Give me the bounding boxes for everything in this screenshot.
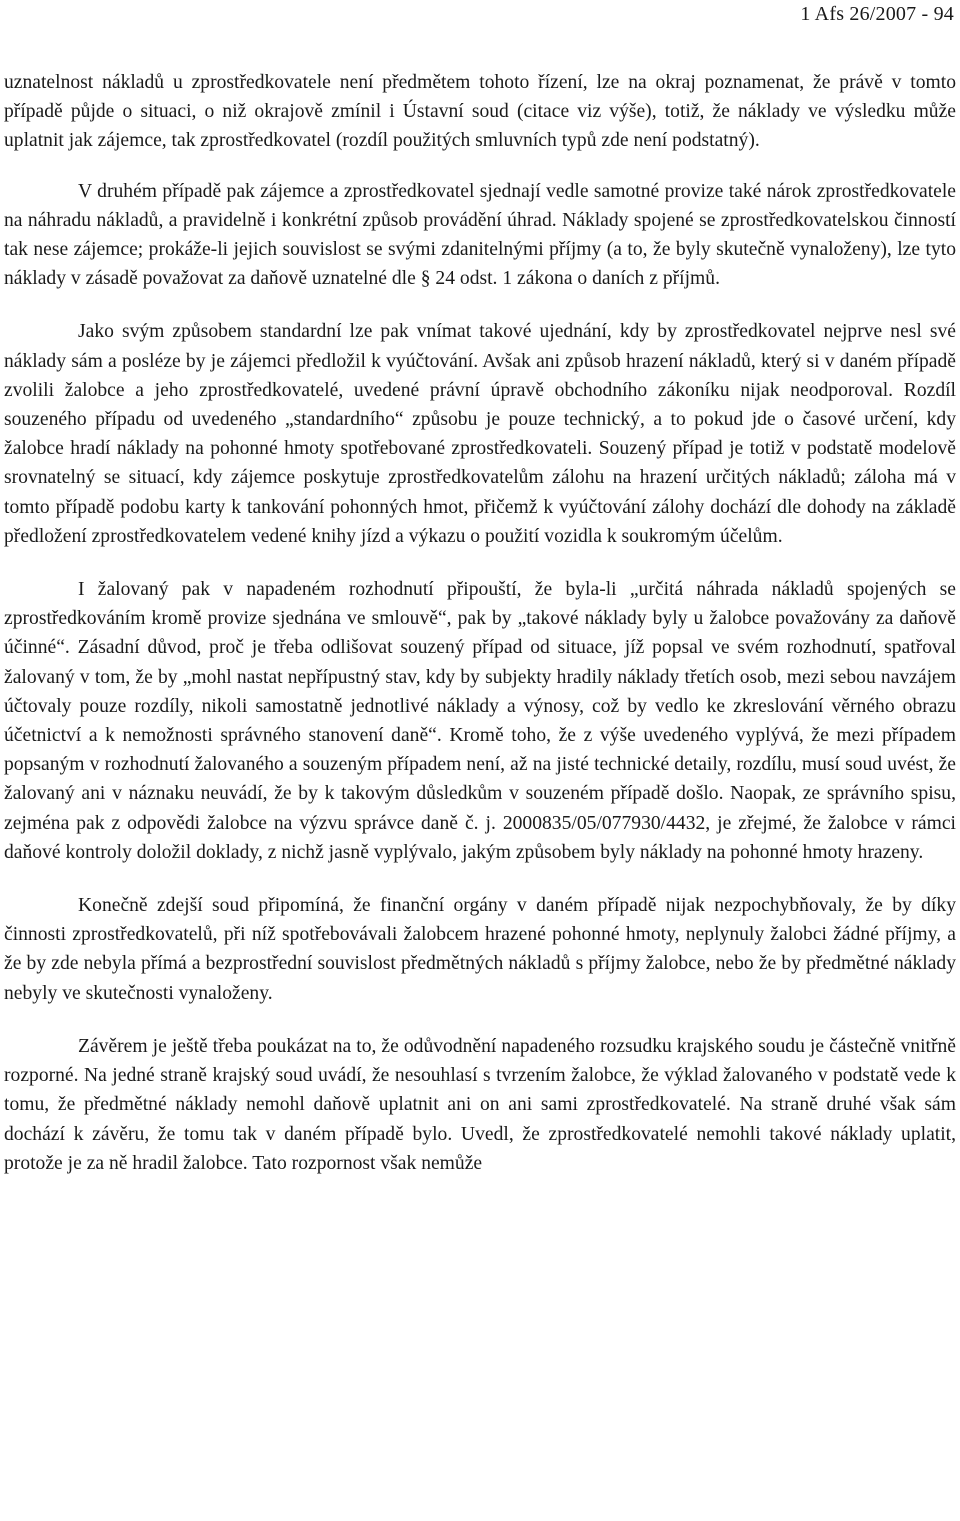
paragraph-1: uznatelnost nákladů u zprostředkovatele není předmětem tohoto řízení, lze na okraj poznamenat, že právě v tomto případě půjde o situaci, o niž okrajově zmínil i Ústavní soud (citace viz výše), totiž, že náklady ve výsledku může uplatnit jak zájemce, tak zprostředkovatel (rozdíl použitých smluvních typů zde není podstatný). [4, 72, 956, 152]
paragraph-4: I žalovaný pak v napadeném rozhodnutí připouští, že byla-li „určitá náhrada nákladů spojených se zprostředkováním kromě provize sjednána ve smlouvě“, pak by „takové náklady byly u žalobce považovány za daňově účinné“. Zásadní důvod, proč je třeba odlišovat souzený případ od situace, jíž popsal ve svém rozhodnutí, spatřoval žalovaný v tom, že by „mohl nastat nepřípustný stav, kdy by subjekty hradily náklady třetích osob, mezi sebou navzájem účtovaly pouze rozdíly, nikoli samostatně jednotlivé náklady a výnosy, což by vedlo ke zkreslování věrného obrazu účetnictví a k nemožnosti správného stanovení daně“. Kromě toho, že z výše uvedeného vyplývá, že mezi případem popsaným v rozhodnutí žalovaného a souzeným případem není, až na jisté technické detaily, rozdílu, musí soud uvést, že žalovaný ani v náznaku neuvádí, že by k takovým důsledkům v souzeném případě došlo. Naopak, ze správního spisu, zejména pak z odpovědi žalobce na výzvu správce daně č. j. 2000835/05/077930/4432, je zřejmé, že žalobce v rámci daňové kontroly doložil doklady, z nichž jasně vyplývalo, jakým způsobem byly náklady na pohonné hmoty hrazeny. [4, 579, 956, 863]
document-body [4, 68, 956, 1202]
paragraph-5: Konečně zdejší soud připomíná, že finanční orgány v daném případě nijak nezpochybňovaly, že by díky činnosti zprostředkovatelů, při níž spotřebovávali žalobcem hrazené pohonné hmoty, neplynuly žalobci žádné příjmy, a že by zde nebyla přímá a bezprostřední souvislost předmětných nákladů s příjmy žalobce, nebo že by předmětné náklady nebyly ve skutečnosti vynaloženy. [4, 895, 956, 1004]
paragraph-3: Jako svým způsobem standardní lze pak vnímat takové ujednání, kdy by zprostředkovatel nejprve nesl své náklady sám a posléze by je zájemci předložil k vyúčtování. Avšak ani způsob hrazení nákladů, který si v daném případě zvolili žalobce a jeho zprostředkovatelé, uvedené právní úpravě obchodního zákoníku nijak neodporoval. Rozdíl souzeného případu od uvedeného „standardního“ způsobu je pouze technický, a to pokud jde o časové určení, kdy žalobce hradí náklady na pohonné hmoty spotřebované zprostředkovateli. Souzený případ je totiž v podstatě modelově srovnatelný se situací, kdy zájemce poskytuje zprostředkovatelům zálohu na hrazení určitých nákladů; záloha má v tomto případě podobu karty k tankování pohonných hmot, přičemž k vyúčtování zálohy dochází dle dohody na základě předložení zprostředkovatelem vedené knihy jízd a výkazu o použití vozidla k soukromým účelům. [4, 321, 956, 547]
paragraph-2: V druhém případě pak zájemce a zprostředkovatel sjednají vedle samotné provize také nárok zprostředkovatele na náhradu nákladů, a pravidelně i konkrétní způsob provádění úhrad. Náklady spojené se zprostředkovatelskou činností tak nese zájemce; prokáže-li jejich souvislost se svými zdanitelnými příjmy (a to, že byly skutečně vynaloženy), lze tyto náklady v zásadě považovat za daňově uznatelné dle § 24 odst. 1 zákona o daních z příjmů. [4, 180, 956, 290]
paragraph-6: Závěrem je ještě třeba poukázat na to, že odůvodnění napadeného rozsudku krajského soudu je částečně vnitřně rozporné. Na jedné straně krajský soud uvádí, že nesouhlasí s tvrzením žalobce, že výklad žalovaného v podstatě vede k tomu, že předmětné náklady nemohl daňově uplatnit ani on ani sami zprostředkovatelé. Na straně druhé však sám dochází k závěru, že tomu tak v daném případě bylo. Uvedl, že zprostředkovatelé nemohli takové náklady uplatit, protože je za ně hradil žalobce. Tato rozpornost však nemůže [4, 1035, 956, 1174]
page-header-reference: 1 Afs 26/2007 - 94 [800, 3, 954, 25]
